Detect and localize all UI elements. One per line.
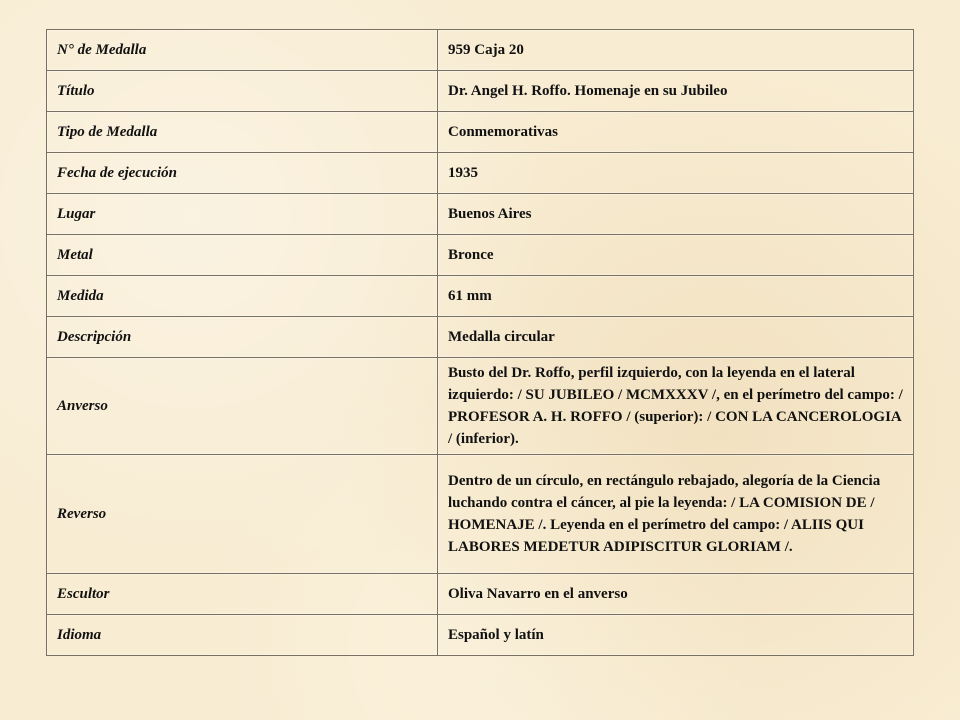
row-label: N° de Medalla	[47, 30, 438, 71]
table-row-reverso	[47, 455, 914, 574]
row-value: Español y latín	[438, 615, 914, 656]
row-label: Anverso	[47, 358, 438, 455]
table-row-metal	[47, 235, 914, 276]
row-label: Escultor	[47, 574, 438, 615]
row-value: 1935	[438, 153, 914, 194]
table-row-fecha	[47, 153, 914, 194]
row-value: Busto del Dr. Roffo, perfil izquierdo, con la leyenda en el lateral izquierdo: / SU JUBILEO / MCMXXXV /, en el perímetro del campo: / PROFESOR A. H. ROFFO / (superior): / CON LA CANCEROLOGIA / (inferior).	[438, 358, 914, 455]
table-row-idioma	[47, 615, 914, 656]
row-value: Bronce	[438, 235, 914, 276]
table-row-descripcion	[47, 317, 914, 358]
row-label: Descripción	[47, 317, 438, 358]
table-row-titulo	[47, 71, 914, 112]
medal-info-table	[46, 29, 914, 656]
row-label: Reverso	[47, 455, 438, 574]
table-row-medida	[47, 276, 914, 317]
row-label: Idioma	[47, 615, 438, 656]
table-row-escultor	[47, 574, 914, 615]
row-value: Medalla circular	[438, 317, 914, 358]
table-row-tipo	[47, 112, 914, 153]
row-value: Dentro de un círculo, en rectángulo rebajado, alegoría de la Ciencia luchando contra el cáncer, al pie la leyenda: / LA COMISION DE / HOMENAJE /. Leyenda en el perímetro del campo: / ALIIS QUI LABORES MEDETUR ADIPISCITUR GLORIAM /.	[438, 455, 914, 574]
row-label: Lugar	[47, 194, 438, 235]
row-value: 959 Caja 20	[438, 30, 914, 71]
row-label: Título	[47, 71, 438, 112]
row-value: Conmemorativas	[438, 112, 914, 153]
table-row-lugar	[47, 194, 914, 235]
row-value: 61 mm	[438, 276, 914, 317]
table-row-anverso	[47, 358, 914, 455]
table-row-numero	[47, 30, 914, 71]
row-value: Oliva Navarro en el anverso	[438, 574, 914, 615]
row-label: Fecha de ejecución	[47, 153, 438, 194]
row-label: Metal	[47, 235, 438, 276]
row-label: Medida	[47, 276, 438, 317]
row-value: Dr. Angel H. Roffo. Homenaje en su Jubileo	[438, 71, 914, 112]
row-value: Buenos Aires	[438, 194, 914, 235]
row-label: Tipo de Medalla	[47, 112, 438, 153]
